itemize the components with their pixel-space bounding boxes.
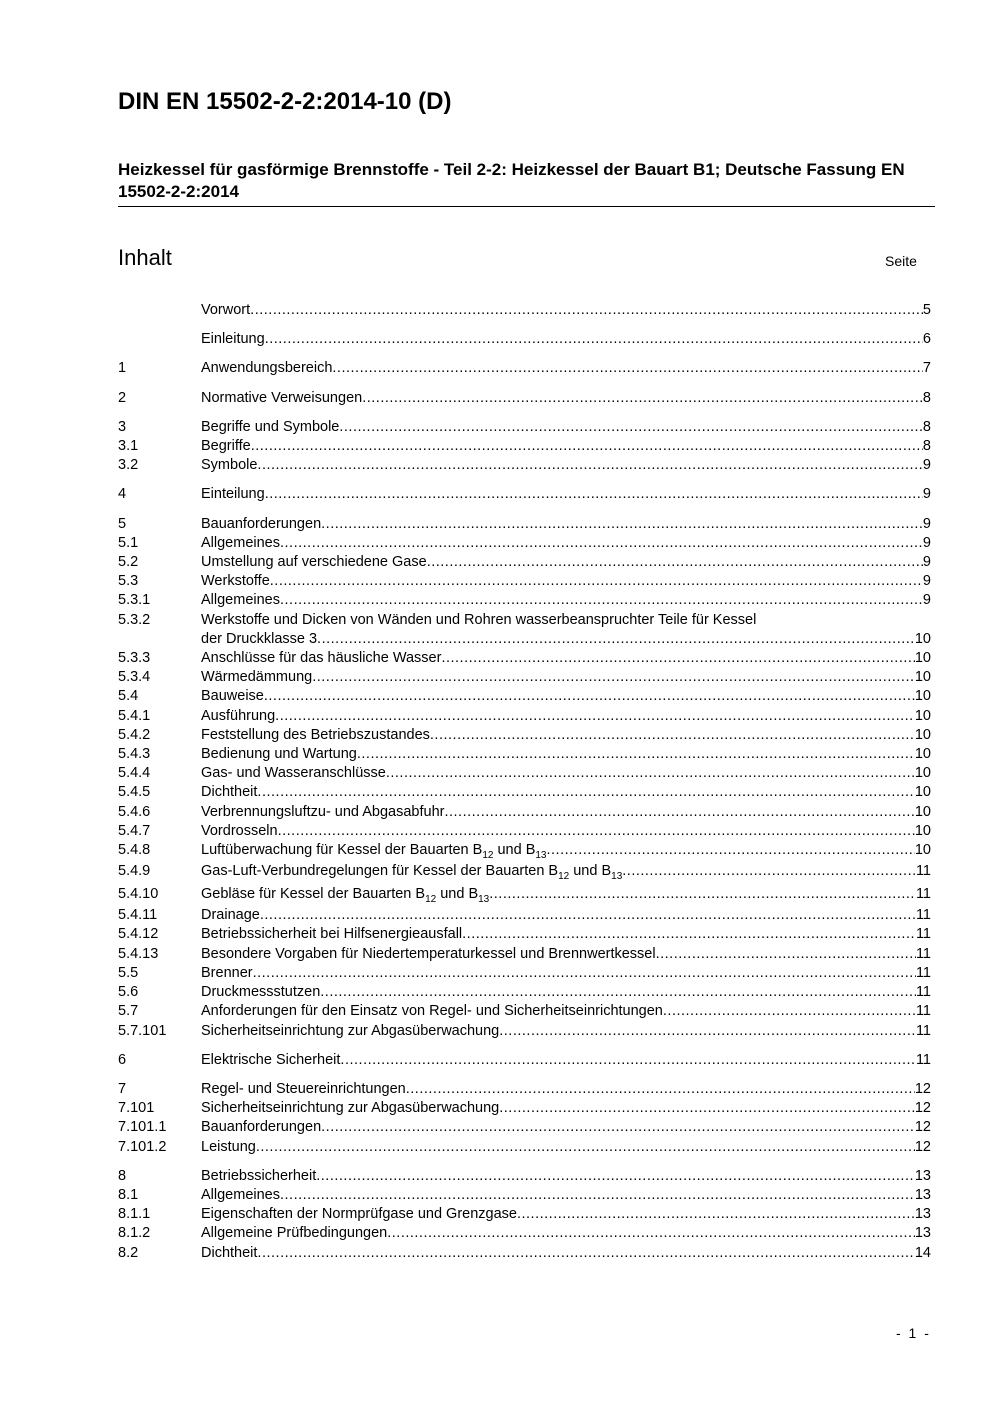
- toc-number: 4: [118, 486, 127, 503]
- dot-leader: [260, 906, 916, 925]
- toc-page: 9: [922, 573, 931, 590]
- dot-leader: [357, 745, 915, 764]
- dot-leader: [321, 1118, 915, 1137]
- toc-entry[interactable]: [118, 841, 931, 860]
- toc-title: Gas-Luft-Verbundregelungen für Kessel der Bauarten $B_{12}$ und $B_{13}$: [201, 863, 623, 883]
- toc-title: Bauanforderungen: [201, 1119, 322, 1136]
- dot-leader: [265, 485, 923, 504]
- toc-page: 9: [922, 486, 931, 503]
- toc-page: 9: [922, 457, 931, 474]
- toc-page: 12: [914, 1100, 931, 1117]
- dot-leader: [340, 1051, 916, 1070]
- dot-leader: [622, 860, 916, 883]
- toc-number: 5.4.5: [118, 784, 151, 801]
- dot-leader: [547, 841, 915, 860]
- toc-number: 5.5: [118, 964, 139, 981]
- toc-number: 5: [118, 515, 127, 532]
- toc-page: 9: [922, 515, 931, 532]
- toc-number: 5.4.7: [118, 822, 151, 839]
- toc-title: Einleitung: [201, 331, 265, 348]
- toc-number: 3.1: [118, 438, 139, 455]
- toc-entry[interactable]: [118, 1002, 931, 1021]
- toc-title: Anwendungsbereich: [201, 360, 333, 377]
- toc-heading: Inhalt: [118, 245, 172, 270]
- toc-page: 9: [922, 534, 931, 551]
- dot-leader: [256, 1138, 915, 1157]
- toc-title: Eigenschaften der Normprüfgase und Grenzgase: [201, 1206, 517, 1223]
- toc-entry[interactable]: [118, 591, 931, 610]
- dot-leader: [264, 687, 915, 706]
- toc-page: 13: [914, 1225, 931, 1242]
- toc-entry[interactable]: [118, 822, 931, 841]
- toc-page: 11: [915, 945, 931, 962]
- toc-title: Allgemeines: [201, 534, 280, 551]
- toc-number: 5.4.8: [118, 842, 151, 859]
- toc-number: 5.4.6: [118, 803, 151, 820]
- toc-entry[interactable]: [118, 437, 931, 456]
- toc-entry[interactable]: [118, 572, 931, 591]
- toc-page: 13: [914, 1206, 931, 1223]
- toc-number: 5.4.9: [118, 863, 151, 880]
- toc-entry[interactable]: [118, 803, 931, 822]
- toc-page: 8: [922, 389, 931, 406]
- toc-title: Brenner: [201, 964, 253, 981]
- toc-number: 5.4.4: [118, 765, 151, 782]
- toc-entry[interactable]: [118, 906, 931, 925]
- toc-title: Vordrosseln: [201, 822, 278, 839]
- document-title: DIN EN 15502-2-2:2014-10 (D): [118, 88, 452, 115]
- dot-leader: [280, 534, 923, 553]
- toc-title: Anschlüsse für das häusliche Wasser: [201, 650, 442, 667]
- toc-page: 14: [914, 1244, 931, 1261]
- toc-title: Bedienung und Wartung: [201, 746, 357, 763]
- toc-title: Luftüberwachung für Kessel der Bauarten $B_{12}$ und $B_{13}$: [201, 842, 547, 862]
- toc-entry[interactable]: [118, 764, 931, 783]
- dot-leader: [430, 726, 915, 745]
- toc-page: 11: [915, 1022, 931, 1039]
- toc-title: Feststellung des Betriebszustandes: [201, 726, 430, 743]
- toc-title: Besondere Vorgaben für Niedertemperaturkessel und Brennwertkessel: [201, 945, 656, 962]
- toc-number: 8.1: [118, 1186, 139, 1203]
- toc-number: 1: [118, 360, 127, 377]
- dot-leader: [321, 515, 923, 534]
- toc-number: 7.101.1: [118, 1119, 167, 1136]
- toc-entry[interactable]: [118, 418, 931, 437]
- toc-number: 7: [118, 1080, 127, 1097]
- toc-title: Allgemeines: [201, 1186, 280, 1203]
- toc-title: Bauweise: [201, 688, 264, 705]
- toc-number: 7.101.2: [118, 1138, 167, 1155]
- dot-leader: [250, 301, 923, 320]
- toc-title: Elektrische Sicherheit: [201, 1051, 341, 1068]
- toc-title: Allgemeines: [201, 592, 280, 609]
- toc-page: 6: [922, 331, 931, 348]
- toc-entry[interactable]: [118, 707, 931, 726]
- toc-title: Dichtheit: [201, 784, 258, 801]
- toc-number: 7.101: [118, 1100, 155, 1117]
- toc-title: Bauanforderungen: [201, 515, 322, 532]
- toc-page: 11: [915, 1003, 931, 1020]
- toc-title: Verbrennungsluftzu- und Abgasabfuhr: [201, 803, 445, 820]
- toc-number: 5.3.4: [118, 669, 151, 686]
- toc-number: 3: [118, 418, 127, 435]
- toc-page: 11: [915, 964, 931, 981]
- toc-number: 8.2: [118, 1244, 139, 1261]
- dot-leader: [489, 883, 916, 906]
- toc-number: 5.3.1: [118, 592, 151, 609]
- toc-title: Symbole: [201, 457, 258, 474]
- toc-entry[interactable]: [118, 860, 931, 883]
- toc-number: 5.3.2: [118, 611, 151, 628]
- dot-leader: [387, 1224, 915, 1243]
- toc-page: 10: [914, 650, 931, 667]
- dot-leader: [427, 553, 923, 572]
- dot-leader: [280, 1186, 915, 1205]
- toc-page: 10: [914, 842, 931, 859]
- toc-page: 10: [914, 688, 931, 705]
- toc-page: 12: [914, 1080, 931, 1097]
- dot-leader: [339, 418, 923, 437]
- dot-leader: [278, 822, 915, 841]
- toc-page: 12: [914, 1138, 931, 1155]
- toc-page: 9: [922, 554, 931, 571]
- toc-page: 5: [922, 302, 931, 318]
- toc-title: Sicherheitseinrichtung zur Abgasüberwachung: [201, 1022, 500, 1039]
- toc-number: 5.1: [118, 534, 139, 551]
- table-of-contents: [118, 301, 931, 1263]
- toc-title: Einteilung: [201, 486, 265, 503]
- toc-number: 5.4.13: [118, 945, 159, 962]
- toc-page: 11: [915, 1051, 931, 1068]
- toc-entry[interactable]: [118, 1138, 931, 1157]
- toc-number: 5.7: [118, 1003, 139, 1020]
- toc-number: 5.4.1: [118, 707, 151, 724]
- toc-title-continued: der Druckklasse 3: [201, 630, 318, 647]
- dot-leader: [499, 1099, 915, 1118]
- toc-entry[interactable]: [118, 553, 931, 572]
- dot-leader: [362, 389, 923, 408]
- toc-entry[interactable]: [118, 726, 931, 745]
- page-column-label: Seite: [885, 253, 917, 269]
- dot-leader: [312, 668, 915, 687]
- toc-title: Wärmedämmung: [201, 669, 313, 686]
- toc-title: Ausführung: [201, 707, 276, 724]
- toc-page: 10: [914, 746, 931, 763]
- toc-page: 8: [922, 418, 931, 435]
- toc-entry[interactable]: [118, 611, 931, 649]
- toc-number: 6: [118, 1051, 127, 1068]
- toc-entry[interactable]: [118, 783, 931, 802]
- toc-page: 10: [914, 726, 931, 743]
- toc-number: 8.1.1: [118, 1206, 151, 1223]
- toc-number: 5.4.11: [118, 907, 158, 924]
- toc-page: 10: [914, 765, 931, 782]
- toc-title: Umstellung auf verschiedene Gase: [201, 554, 427, 571]
- dot-leader: [257, 456, 923, 475]
- toc-number: 5.2: [118, 554, 139, 571]
- page-number: - 1 -: [896, 1325, 931, 1341]
- toc-entry[interactable]: [118, 515, 931, 534]
- toc-entry[interactable]: [118, 1167, 931, 1186]
- dot-leader: [517, 1205, 915, 1224]
- dot-leader: [406, 1080, 915, 1099]
- dot-leader: [317, 630, 915, 649]
- toc-title: Werkstoffe: [201, 573, 270, 590]
- toc-entry[interactable]: [118, 1244, 931, 1263]
- toc-entry[interactable]: [118, 1118, 931, 1137]
- toc-page: 13: [914, 1167, 931, 1184]
- dot-leader: [265, 330, 923, 349]
- dot-leader: [462, 925, 916, 944]
- document-subtitle: Heizkessel für gasförmige Brennstoffe - Teil 2-2: Heizkessel der Bauart B1; Deutsche Fassung EN 15502-2-2:2014: [118, 160, 905, 201]
- toc-title: Gas- und Wasseranschlüsse: [201, 765, 386, 782]
- dot-leader: [320, 983, 916, 1002]
- toc-entry[interactable]: [118, 1205, 931, 1224]
- toc-entry[interactable]: [118, 1186, 931, 1205]
- dot-leader: [663, 1002, 916, 1021]
- toc-page: 11: [915, 907, 931, 924]
- toc-entry[interactable]: [118, 1224, 931, 1243]
- dot-leader: [316, 1167, 915, 1186]
- dot-leader: [499, 1022, 916, 1041]
- toc-entry[interactable]: [118, 745, 931, 764]
- dot-leader: [386, 764, 915, 783]
- toc-page: 11: [915, 886, 931, 903]
- toc-entry[interactable]: [118, 456, 931, 475]
- toc-number: 3.2: [118, 457, 139, 474]
- toc-title: Gebläse für Kessel der Bauarten $B_{12}$ und $B_{13}$: [201, 886, 490, 906]
- dot-leader: [280, 591, 923, 610]
- dot-leader: [253, 964, 916, 983]
- toc-title: Betriebssicherheit bei Hilfsenergieausfall: [201, 926, 463, 943]
- dot-leader: [257, 1244, 914, 1263]
- toc-title: Begriffe: [201, 438, 251, 455]
- toc-title: Leistung: [201, 1138, 256, 1155]
- toc-page: 12: [914, 1119, 931, 1136]
- toc-title: Allgemeine Prüfbedingungen: [201, 1225, 388, 1242]
- toc-page: 13: [914, 1186, 931, 1203]
- toc-entry[interactable]: [118, 1080, 931, 1099]
- toc-title: Normative Verweisungen: [201, 389, 363, 406]
- toc-number: 5.4.2: [118, 726, 151, 743]
- title-divider: [118, 206, 935, 207]
- toc-title: Dichtheit: [201, 1244, 258, 1261]
- toc-entry[interactable]: [118, 359, 931, 378]
- dot-leader: [441, 649, 914, 668]
- dot-leader: [257, 783, 914, 802]
- toc-entry[interactable]: [118, 668, 931, 687]
- toc-number: 8: [118, 1167, 127, 1184]
- dot-leader: [332, 359, 923, 378]
- toc-number: 5.3.3: [118, 650, 151, 667]
- toc-page: 10: [914, 822, 931, 839]
- toc-entry[interactable]: [118, 925, 931, 944]
- toc-page: 10: [914, 707, 931, 724]
- toc-number: 8.1.2: [118, 1225, 151, 1242]
- toc-title: Sicherheitseinrichtung zur Abgasüberwachung: [201, 1100, 500, 1117]
- toc-entry[interactable]: [118, 687, 931, 706]
- toc-number: 5.6: [118, 984, 139, 1001]
- toc-entry[interactable]: [118, 301, 931, 320]
- toc-number: 5.4: [118, 688, 139, 705]
- toc-page: 7: [922, 360, 931, 377]
- toc-title: Begriffe und Symbole: [201, 418, 340, 435]
- toc-title: Anforderungen für den Einsatz von Regel- und Sicherheitseinrichtungen: [201, 1003, 663, 1020]
- toc-entry[interactable]: [118, 485, 931, 504]
- toc-number: 5.4.10: [118, 886, 159, 903]
- toc-entry[interactable]: [118, 389, 931, 408]
- dot-leader: [275, 707, 915, 726]
- toc-page: 11: [915, 984, 931, 1001]
- toc-entry[interactable]: [118, 983, 931, 1002]
- toc-entry[interactable]: [118, 945, 931, 964]
- toc-title: Druckmessstutzen: [201, 984, 321, 1001]
- toc-page: 10: [914, 803, 931, 820]
- toc-number: 2: [118, 389, 127, 406]
- dot-leader: [444, 803, 914, 822]
- toc-number: 5.4.12: [118, 926, 159, 943]
- dot-leader: [656, 945, 916, 964]
- toc-entry[interactable]: [118, 1099, 931, 1118]
- toc-page: 9: [922, 592, 931, 609]
- toc-page: 10: [914, 669, 931, 686]
- toc-entry[interactable]: [118, 534, 931, 553]
- toc-title: Betriebssicherheit: [201, 1167, 317, 1184]
- toc-page: 11: [915, 863, 931, 880]
- toc-number: 5.7.101: [118, 1022, 167, 1039]
- dot-leader: [270, 572, 923, 591]
- toc-page: 10: [914, 784, 931, 801]
- toc-title: Werkstoffe und Dicken von Wänden und Rohren wasserbeanspruchter Teile für Kessel: [201, 611, 757, 628]
- toc-page: 10: [914, 630, 931, 647]
- toc-number: 5.4.3: [118, 746, 151, 763]
- toc-entry[interactable]: [118, 649, 931, 668]
- toc-entry[interactable]: [118, 883, 931, 906]
- toc-number: 5.3: [118, 573, 139, 590]
- toc-page: 8: [922, 438, 931, 455]
- toc-entry[interactable]: [118, 1022, 931, 1041]
- toc-entry[interactable]: [118, 330, 931, 349]
- toc-title: Vorwort: [201, 302, 251, 318]
- dot-leader: [251, 437, 923, 456]
- toc-entry[interactable]: [118, 1051, 931, 1070]
- toc-page: 11: [915, 926, 931, 943]
- toc-entry[interactable]: [118, 964, 931, 983]
- toc-title: Regel- und Steuereinrichtungen: [201, 1080, 406, 1097]
- toc-title: Drainage: [201, 907, 260, 924]
